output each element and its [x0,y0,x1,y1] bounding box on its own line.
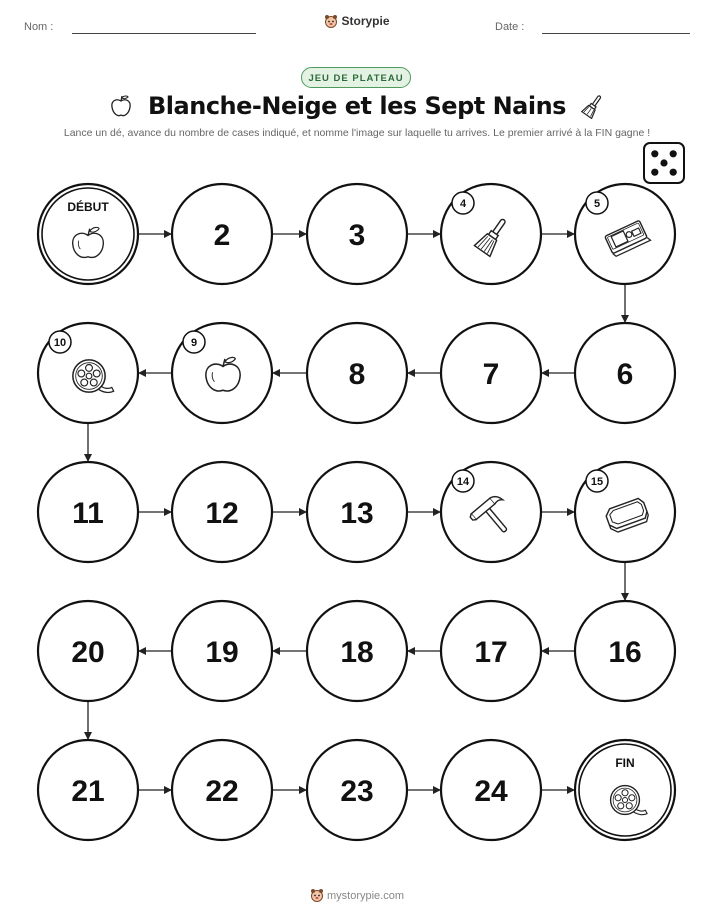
space-number: 15 [590,476,604,488]
brand-name: Storypie [341,14,390,28]
date-label: Date : [495,21,525,33]
board-space-24 [441,740,541,840]
storypie-logo-icon [310,888,324,902]
dice-icon [644,143,684,183]
space-number: 5 [593,198,601,210]
game-type-tag: JEU DE PLATEAU [301,67,411,88]
space-number: 21 [71,775,105,808]
space-number: 22 [205,775,239,808]
space-number: 10 [53,337,67,349]
space-number: 14 [456,476,470,488]
board-space-3 [307,184,407,284]
space-number: 12 [205,497,239,530]
board-space-16 [575,601,675,701]
page-title: Blanche-Neige et les Sept Nains [148,92,566,120]
board-space-8 [307,323,407,423]
board-space-11 [38,462,138,562]
dice-pip [651,150,658,157]
space-number: 6 [616,358,634,391]
board-space-18 [307,601,407,701]
space-number: 4 [459,198,467,210]
space-number: 7 [482,358,500,391]
dice-pip [651,169,658,176]
footer-url: mystorypie.com [326,890,405,902]
footer [0,888,714,902]
dice-pip [670,169,677,176]
board-space-20 [38,601,138,701]
space-label: DÉBUT [67,200,109,214]
space-number: 13 [340,497,374,530]
board-space-7 [441,323,541,423]
space-number: 8 [348,358,366,391]
name-label: Nom : [24,21,54,33]
dice-pip [670,150,677,157]
instructions: Lance un dé, avance du nombre de cases indiqué, et nomme l'image sur laquelle tu arrives. Le premier arrivé à la FIN gagne ! [63,127,651,139]
space-label: FIN [615,756,635,770]
space-number: 9 [190,337,198,349]
space-number: 19 [205,636,239,669]
space-number: 20 [71,636,105,669]
space-number: 3 [348,219,366,252]
space-number: 18 [340,636,374,669]
board-space-21 [38,740,138,840]
space-number: 24 [474,775,508,808]
space-number: 11 [72,497,104,530]
board-space-6 [575,323,675,423]
board-space-17 [441,601,541,701]
board-space-2 [172,184,272,284]
space-number: 2 [213,219,231,252]
space-number: 17 [474,636,508,669]
board-space-23 [307,740,407,840]
board-space-22 [172,740,272,840]
board-space-13 [307,462,407,562]
board-space-12 [172,462,272,562]
space-number: 23 [340,775,374,808]
dice-pip [660,159,667,166]
board-space-19 [172,601,272,701]
space-number: 16 [608,636,642,669]
